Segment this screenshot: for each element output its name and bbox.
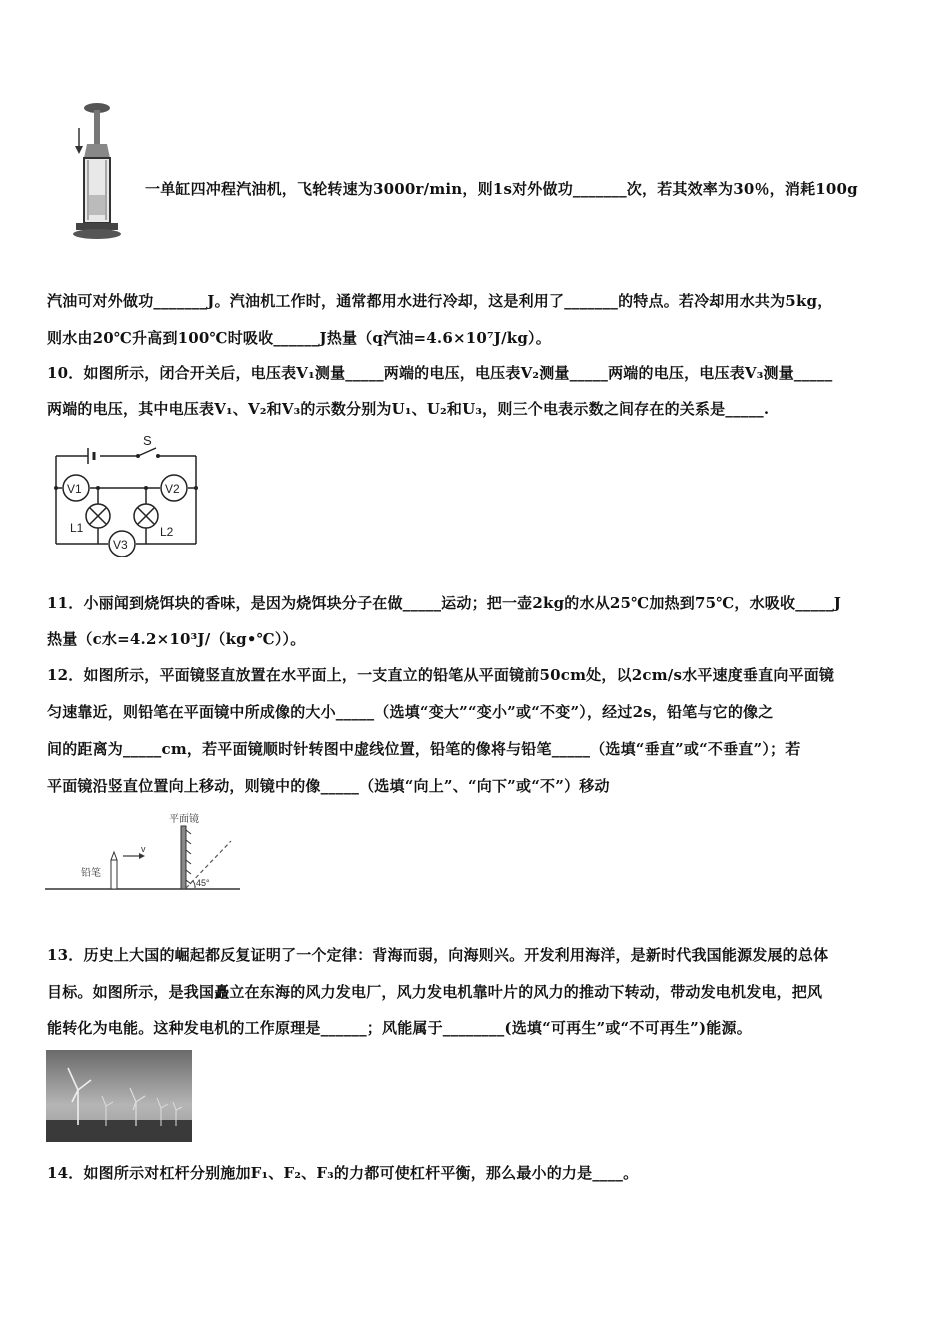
- q12-line3: 间的距离为_____cm，若平面镜顺时针转图中虚线位置，铅笔的像将与铅笔_____（选填“垂直”或“不垂直”）；若: [47, 740, 801, 758]
- q13-line3: 能转化为电能。这种发电机的工作原理是______；风能属于________(选填“可再生”或“不可再生”)能源。: [47, 1019, 752, 1037]
- angle-label: 45°: [196, 878, 210, 888]
- circuit-diagram: [48, 432, 203, 557]
- l1-label: L1: [70, 521, 84, 535]
- pencil-label: 铅笔: [81, 868, 101, 879]
- q9-line3: 则水由20℃升高到100℃时吸收______J热量（q汽油=4.6×10⁷J/kg）。: [47, 329, 551, 347]
- engine-figure: [62, 100, 134, 245]
- q10-line1: 10．如图所示，闭合开关后，电压表V₁测量_____两端的电压，电压表V₂测量_____两端的电压，电压表V₃测量_____: [47, 364, 833, 382]
- v3-label: V3: [113, 538, 128, 552]
- q13-line1: 13．历史上大国的崛起都反复证明了一个定律：背海而弱，向海则兴。开发利用海洋，是新时代我国能源发展的总体: [47, 946, 829, 964]
- wind-farm-photo: [46, 1050, 192, 1142]
- q12-line2: 匀速靠近，则铅笔在平面镜中所成像的大小_____（选填“变大”“变小”或“不变”），经过2s，铅笔与它的像之: [47, 703, 774, 721]
- q12-line1: 12．如图所示，平面镜竖直放置在水平面上，一支直立的铅笔从平面镜前50cm处，以2cm/s水平速度垂直向平面镜: [47, 666, 835, 684]
- q10-line2: 两端的电压，其中电压表V₁、V₂和V₃的示数分别为U₁、U₂和U₃，则三个电表示数之间存在的关系是_____.: [47, 400, 770, 418]
- mirror-label: 平面镜: [169, 814, 199, 825]
- v2-label: V2: [165, 482, 180, 496]
- q13-line2: 目标。如图所示，是我国矗立在东海的风力发电厂，风力发电机靠叶片的风力的推动下转动，带动发电机发电，把风: [47, 983, 823, 1001]
- q9-line2: 汽油可对外做功_______J。汽油机工作时，通常都用水进行冷却，这是利用了_______的特点。若冷却用水共为5kg，: [47, 292, 833, 310]
- q11-line2: 热量（c水=4.2×10³J/（kg•℃））。: [47, 630, 306, 648]
- l2-label: L2: [160, 525, 174, 539]
- v1-label: V1: [67, 482, 82, 496]
- mirror-figure: [45, 808, 240, 903]
- switch-label: S: [143, 433, 152, 448]
- q12-line4: 平面镜沿竖直位置向上移动，则镜中的像_____（选填“向上”、“向下”或“不”）移动: [47, 777, 610, 795]
- q11-line1: 11．小丽闻到烧饵块的香味，是因为烧饵块分子在做_____运动；把一壶2kg的水从25℃加热到75℃，水吸收_____J: [47, 594, 841, 612]
- velocity-label: v: [141, 844, 146, 854]
- q14-line1: 14．如图所示对杠杆分别施加F₁、F₂、F₃的力都可使杠杆平衡，那么最小的力是____。: [47, 1164, 639, 1182]
- q9-line1: 一单缸四冲程汽油机，飞轮转速为3000r/min，则1s对外做功_______次，若其效率为30％，消耗100g: [145, 180, 858, 198]
